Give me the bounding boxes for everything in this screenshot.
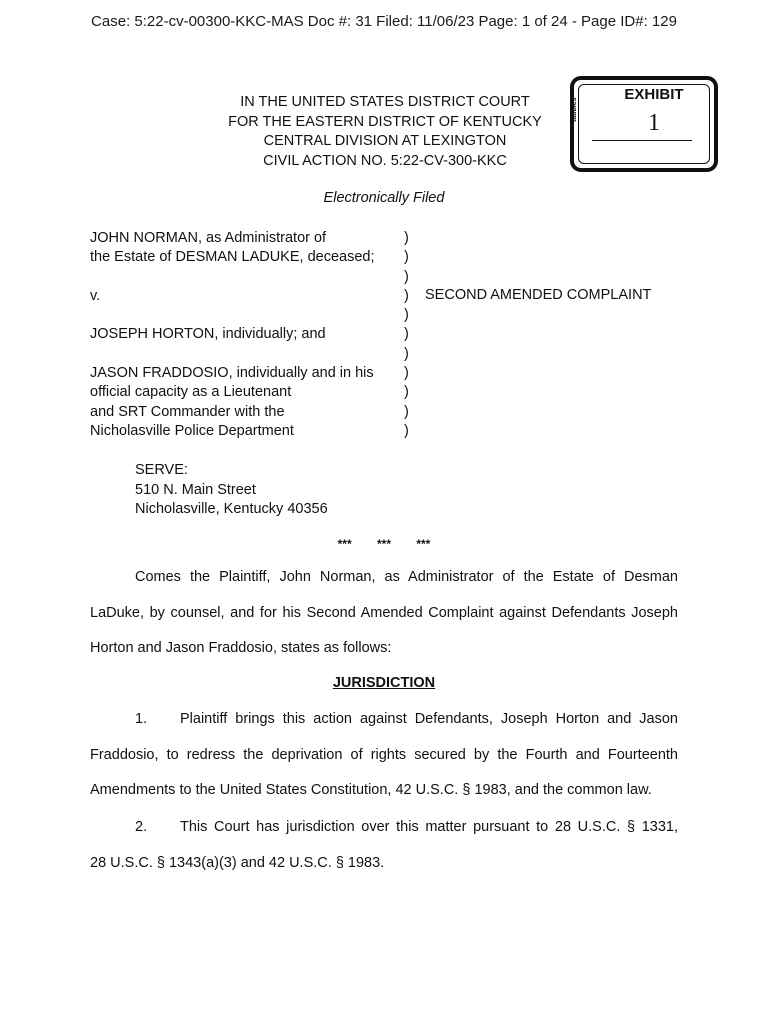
caption-line: the Estate of DESMAN LADUKE, deceased; [90, 249, 375, 266]
civil-action-number: CIVIL ACTION NO. 5:22-CV-300-KKC [263, 152, 507, 169]
paragraph-number: 1. [135, 711, 148, 727]
paren: ) [404, 287, 409, 304]
paren: ) [404, 268, 409, 285]
court-caption [180, 93, 590, 171]
caption-line: v. [90, 287, 101, 304]
paragraph-line: Fraddosio, to redress the deprivation of rights secured by the Fourth and Fourteenth [90, 746, 678, 763]
paren: ) [404, 365, 409, 382]
exhibit-number: 1 [648, 110, 660, 136]
paragraph-first-line [90, 810, 678, 846]
section-separator: *** *** *** [337, 537, 431, 551]
court-line: FOR THE EASTERN DISTRICT OF KENTUCKY [228, 113, 542, 130]
serve-street: 510 N. Main Street [135, 481, 256, 498]
caption-line: JASON FRADDOSIO, individually and in his [90, 365, 374, 382]
paragraph-line: Plaintiff brings this action against Defendants, Joseph Horton and Jason [180, 711, 678, 727]
serve-city: Nicholasville, Kentucky 40356 [135, 501, 328, 517]
exhibit-brand: tabbies [571, 97, 578, 122]
serve-label: SERVE: [135, 462, 188, 478]
electronically-filed-note: Electronically Filed [323, 190, 445, 206]
serve-block [135, 461, 328, 520]
intro-paragraph [90, 560, 678, 667]
paren: ) [404, 307, 409, 324]
exhibit-sticker [570, 76, 718, 172]
court-line: IN THE UNITED STATES DISTRICT COURT [240, 94, 530, 110]
exhibit-rule [592, 140, 692, 141]
complaint-title: SECOND AMENDED COMPLAINT [425, 287, 652, 303]
case-header: Case: 5:22-cv-00300-KKC-MAS Doc #: 31 Filed: 11/06/23 Page: 1 of 24 - Page ID#: 129 [91, 13, 677, 30]
caption-line [90, 268, 375, 287]
paren: ) [404, 230, 409, 246]
caption-line: official capacity as a Lieutenant [90, 384, 292, 401]
party-caption [90, 229, 375, 441]
section-heading: JURISDICTION [332, 675, 436, 691]
paragraph-line: Comes the Plaintiff, John Norman, as Administrator of the Estate of Desman [135, 569, 678, 585]
paren: ) [404, 345, 409, 362]
paragraph-line: This Court has jurisdiction over this matter pursuant to 28 U.S.C. § 1331, [180, 819, 678, 835]
caption-line: Nicholasville Police Department [90, 422, 294, 439]
paren: ) [404, 422, 409, 439]
paren: ) [404, 326, 409, 343]
paragraph-number: 2. [135, 819, 148, 835]
paren: ) [404, 403, 409, 420]
caption-line: JOHN NORMAN, as Administrator of [90, 230, 327, 246]
paragraph-line: Horton and Jason Fraddosio, states as follows: [90, 640, 392, 657]
paragraph-1 [90, 702, 678, 809]
paragraph-line: Amendments to the United States Constitution, 42 U.S.C. § 1983, and the common law. [90, 782, 652, 799]
paragraph-line: 28 U.S.C. § 1343(a)(3) and 42 U.S.C. § 1983. [90, 854, 385, 871]
paren: ) [404, 249, 409, 266]
caption-line [90, 306, 375, 325]
paragraph-line: LaDuke, by counsel, and for his Second Amended Complaint against Defendants Joseph [90, 604, 678, 621]
paragraph-2 [90, 810, 678, 881]
caption-line: and SRT Commander with the [90, 403, 285, 420]
caption-parentheses [404, 229, 409, 441]
paren: ) [404, 384, 409, 401]
court-line: CENTRAL DIVISION AT LEXINGTON [263, 133, 507, 149]
paragraph-first-line [90, 702, 678, 738]
exhibit-title: EXHIBIT [624, 86, 684, 103]
caption-line: JOSEPH HORTON, individually; and [90, 326, 326, 343]
caption-line [90, 345, 375, 364]
